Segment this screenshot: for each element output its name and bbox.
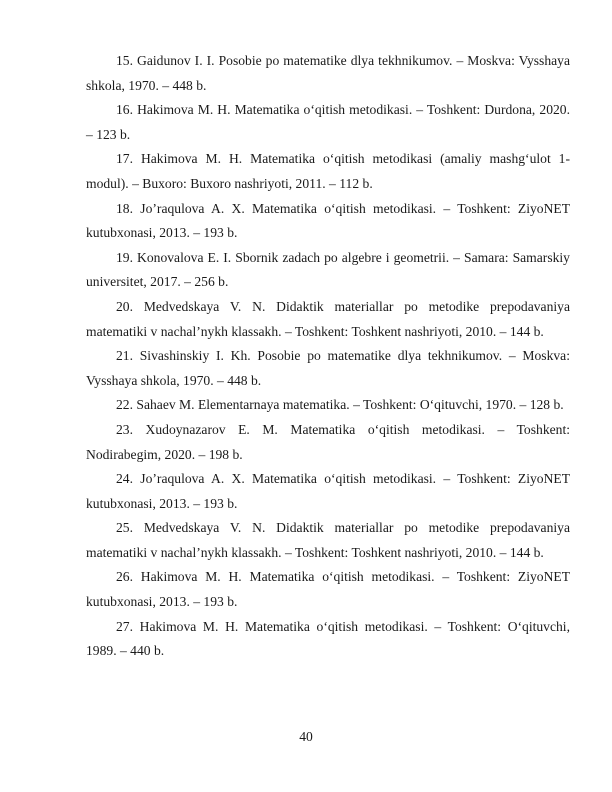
reference-text: Xudoynazarov E. M. Matematika o‘qitish metodikasi. – Toshkent: Nodirabegim, 2020. – 198 b. <box>86 421 570 462</box>
reference-number: 17. <box>116 151 133 167</box>
reference-number: 26. <box>116 569 133 585</box>
reference-text: Medvedskaya V. N. Didaktik materiallar po metodike prepodavaniya matematiki v nachal’nykh klassakh. – Toshkent: Toshkent nashriyoti, 2010. – 144 b. <box>86 298 570 339</box>
reference-item <box>86 147 570 196</box>
reference-number: 22. <box>116 397 133 413</box>
reference-item <box>86 565 570 614</box>
page-number: 40 <box>299 729 313 744</box>
reference-number: 18. <box>116 200 133 216</box>
reference-number: 25. <box>116 520 133 536</box>
reference-text: Medvedskaya V. N. Didaktik materiallar po metodike prepodavaniya matematiki v nachal’nykh klassakh. – Toshkent: Toshkent nashriyoti, 2010. – 144 b. <box>86 520 570 560</box>
reference-item <box>86 467 570 516</box>
reference-number: 24. <box>116 471 133 487</box>
reference-number: 19. <box>116 249 133 265</box>
reference-number: 15. <box>116 53 133 68</box>
reference-item <box>86 295 570 344</box>
reference-text: Jo’raqulova A. X. Matematika o‘qitish metodikasi. – Toshkent: ZiyoNET kutubxonasi, 2013. – 193 b. <box>86 471 570 511</box>
reference-text: Hakimova M. H. Matematika o‘qitish metodikasi. – Toshkent: Durdona, 2020. – 123 b. <box>86 102 570 142</box>
reference-text: Sahaev M. Elementarnaya matematika. – Toshkent: O‘qituvchi, 1970. – 128 b. <box>136 397 564 413</box>
reference-list <box>86 49 570 664</box>
reference-number: 23. <box>116 421 133 437</box>
reference-text: Gaidunov I. I. Posobie po matematike dlya tekhnikumov. – Moskva: Vysshaya shkola, 1970. – 448 b. <box>86 53 570 93</box>
reference-text: Jo’raqulova A. X. Matematika o‘qitish metodikasi. – Toshkent: ZiyoNET kutubxonasi, 2013. – 193 b. <box>86 200 570 241</box>
reference-text: Sivashinskiy I. Kh. Posobie po matematike dlya tekhnikumov. – Moskva: Vysshaya shkola, 1970. – 448 b. <box>86 348 570 388</box>
reference-text: Hakimova M. H. Matematika o‘qitish metodikasi (amaliy mashg‘ulot 1-modul). – Buxoro: Buxoro nashriyoti, 2011. – 112 b. <box>86 151 570 191</box>
reference-text: Konovalova E. I. Sbornik zadach po algebre i geometrii. – Samara: Samarskiy universitet, 2017. – 256 b. <box>86 249 570 290</box>
reference-number: 16. <box>116 102 133 118</box>
reference-text: Hakimova M. H. Matematika o‘qitish metodikasi. – Toshkent: ZiyoNET kutubxonasi, 2013. – 193 b. <box>86 569 571 610</box>
reference-item <box>86 49 570 98</box>
reference-item <box>86 197 570 246</box>
reference-item <box>86 615 570 664</box>
reference-item <box>86 246 570 295</box>
reference-number: 27. <box>116 618 133 634</box>
reference-item <box>86 418 570 467</box>
reference-number: 21. <box>116 348 133 364</box>
reference-item <box>86 98 570 147</box>
reference-number: 20. <box>116 298 133 314</box>
reference-item <box>86 344 570 393</box>
reference-text: Hakimova M. H. Matematika o‘qitish metodikasi. – Toshkent: O‘qituvchi, 1989. – 440 b. <box>86 618 570 659</box>
reference-item <box>86 393 570 418</box>
reference-item <box>86 516 570 565</box>
